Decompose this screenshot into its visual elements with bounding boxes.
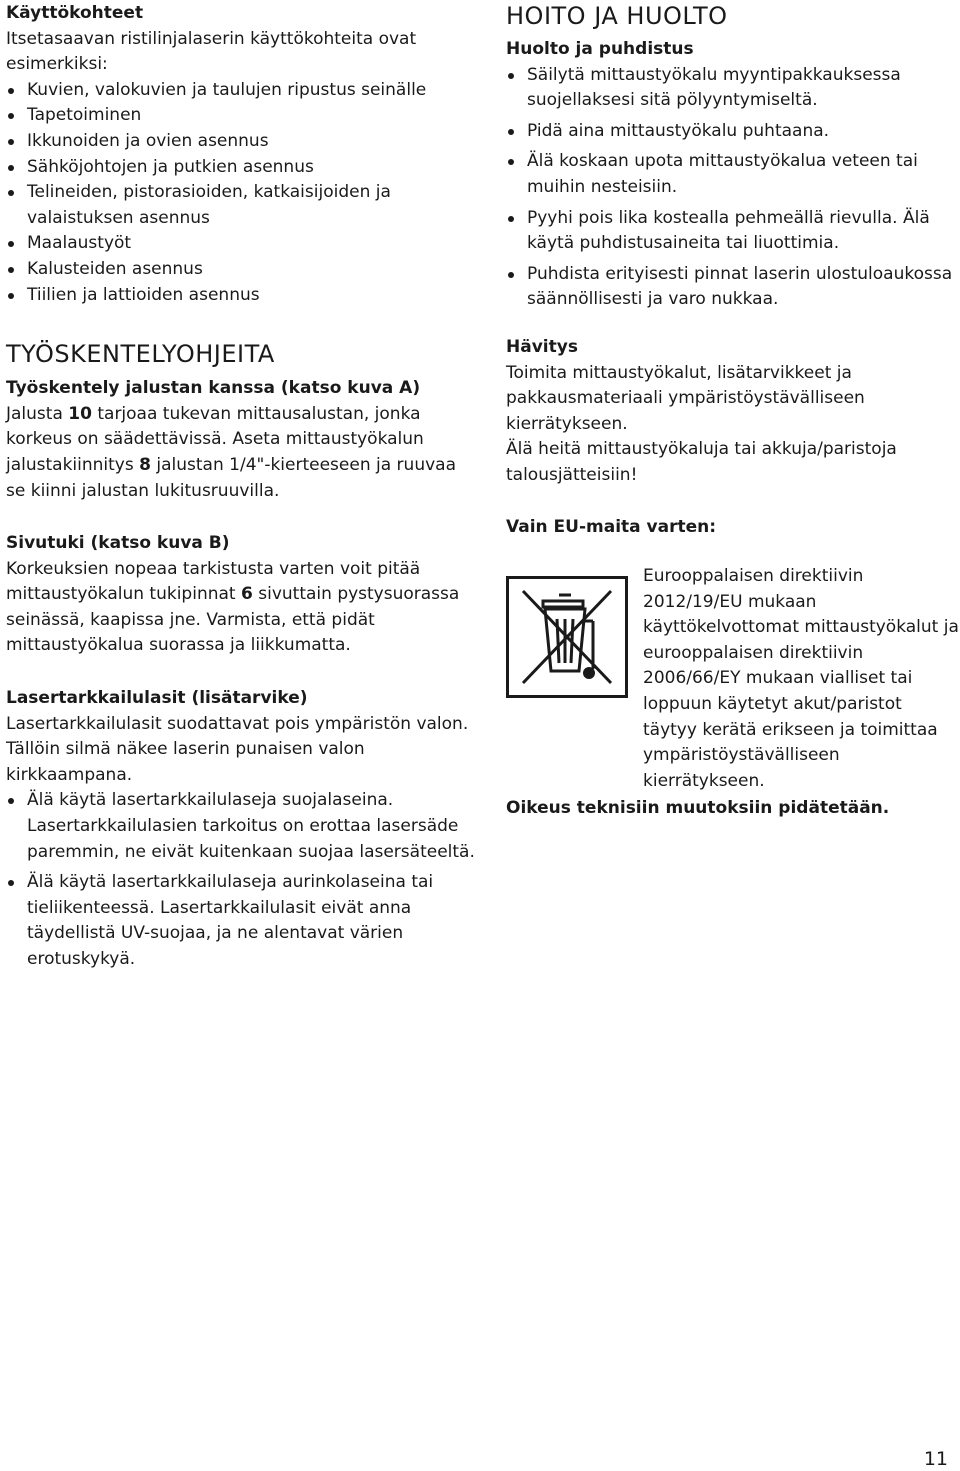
glasses-text: Lasertarkkailulasit suodattavat pois ympäristön valon. Tällöin silmä näkee laserin punaisen valon kirkkaampana. [6, 713, 469, 785]
usage-intro: Itsetasaavan ristilinjalaserin käyttökohteita ovat esimerkiksi: [6, 28, 417, 75]
care-heading: Huolto ja puhdistus [506, 39, 694, 59]
page-number: 11 [923, 1448, 948, 1470]
disposal-text-1: Toimita mittaustyökalut, lisätarvikkeet ja pakkausmateriaali ympäristöystävälliseen kierrätykseen. [506, 362, 865, 434]
list-item: Älä käytä lasertarkkailulaseja suojalaseina. Lasertarkkailulasien tarkoitus on erottaa lasersäde paremmin, ne eivät kuitenkaan suojaa lasersäteeltä. [6, 788, 480, 865]
list-item: Ikkunoiden ja ovien asennus [6, 129, 480, 155]
tripod-heading: Työskentely jalustan kanssa (katso kuva A) [6, 378, 421, 399]
tripod-text: Jalusta 10 tarjoaa tukevan mittausalustan, jonka korkeus on säädettävissä. Aseta mittaustyökalun jalustakiinnitys 8 jalustan 1/4"-kierteeseen ja ruuvaa se kiinni jalustan lukitusruuvilla. [6, 403, 456, 501]
rights-notice: Oikeus teknisiin muutoksiin pidätetään. [506, 798, 890, 819]
list-item: Kuvien, valokuvien ja taulujen ripustus seinälle [6, 78, 480, 104]
work-title: TYÖSKENTELYOHJEITA [6, 340, 275, 369]
list-item: Älä käytä lasertarkkailulaseja aurinkolaseina tai tieliikenteessä. Lasertarkkailulasit eivät anna täydellistä UV-suojaa, ja ne alentavat värien erotuskykyä. [6, 870, 480, 972]
disposal-text-2: Älä heitä mittaustyökaluja tai akkuja/paristoja talousjätteisiin! [506, 439, 897, 485]
list-item: Sähköjohtojen ja putkien asennus [6, 155, 480, 181]
sidesupport-text: Korkeuksien nopeaa tarkistusta varten voit pitää mittaustyökalun tukipinnat 6 sivuttain pystysuorassa seinässä, kaapissa jne. Varmista, että pidät mittaustyökalua suorassa ja liikkumatta. [6, 558, 460, 656]
weee-section [506, 564, 959, 794]
glasses-heading: Lasertarkkailulasit (lisätarvike) [6, 688, 308, 709]
eu-heading: Vain EU-maita varten: [506, 516, 717, 537]
usage-list [6, 78, 480, 308]
right-column [506, 0, 959, 822]
sidesupport-heading: Sivutuki (katso kuva B) [6, 533, 230, 554]
crossed-out-wheelie-bin-icon [506, 576, 628, 698]
care-title: HOITO JA HUOLTO [506, 2, 728, 30]
list-item: Puhdista erityisesti pinnat laserin ulostuloaukossa säännöllisesti ja varo nukkaa. [506, 262, 956, 313]
list-item: Älä koskaan upota mittaustyökalua veteen tai muihin nesteisiin. [506, 149, 956, 200]
list-item: Telineiden, pistorasioiden, katkaisijoiden ja valaistuksen asennus [6, 180, 480, 231]
eu-directive-text: Eurooppalaisen direktiivin 2012/19/EU mukaan käyttökelvottomat mittaustyökalut ja eurooppalaisen direktiivin 2006/66/EY mukaan vialliset tai loppuun käytetyt akut/paristot täytyy kerätä erikseen ja toimittaa ympäristöystävälliseen kierrätykseen. [643, 566, 959, 791]
usage-title: Käyttökohteet [6, 3, 144, 23]
left-column [6, 0, 480, 978]
list-item: Säilytä mittaustyökalu myyntipakkauksessa suojellaksesi sitä pölyyntymiseltä. [506, 63, 956, 114]
list-item: Maalaustyöt [6, 231, 480, 257]
list-item: Pyyhi pois lika kostealla pehmeällä rievulla. Älä käytä puhdistusaineita tai liuottimia. [506, 206, 956, 257]
disposal-heading: Hävitys [506, 336, 578, 357]
list-item: Kalusteiden asennus [6, 257, 480, 283]
care-list [506, 63, 956, 313]
glasses-list [6, 788, 480, 972]
list-item: Pidä aina mittaustyökalu puhtaana. [506, 119, 956, 145]
list-item: Tiilien ja lattioiden asennus [6, 283, 480, 309]
list-item: Tapetoiminen [6, 103, 480, 129]
